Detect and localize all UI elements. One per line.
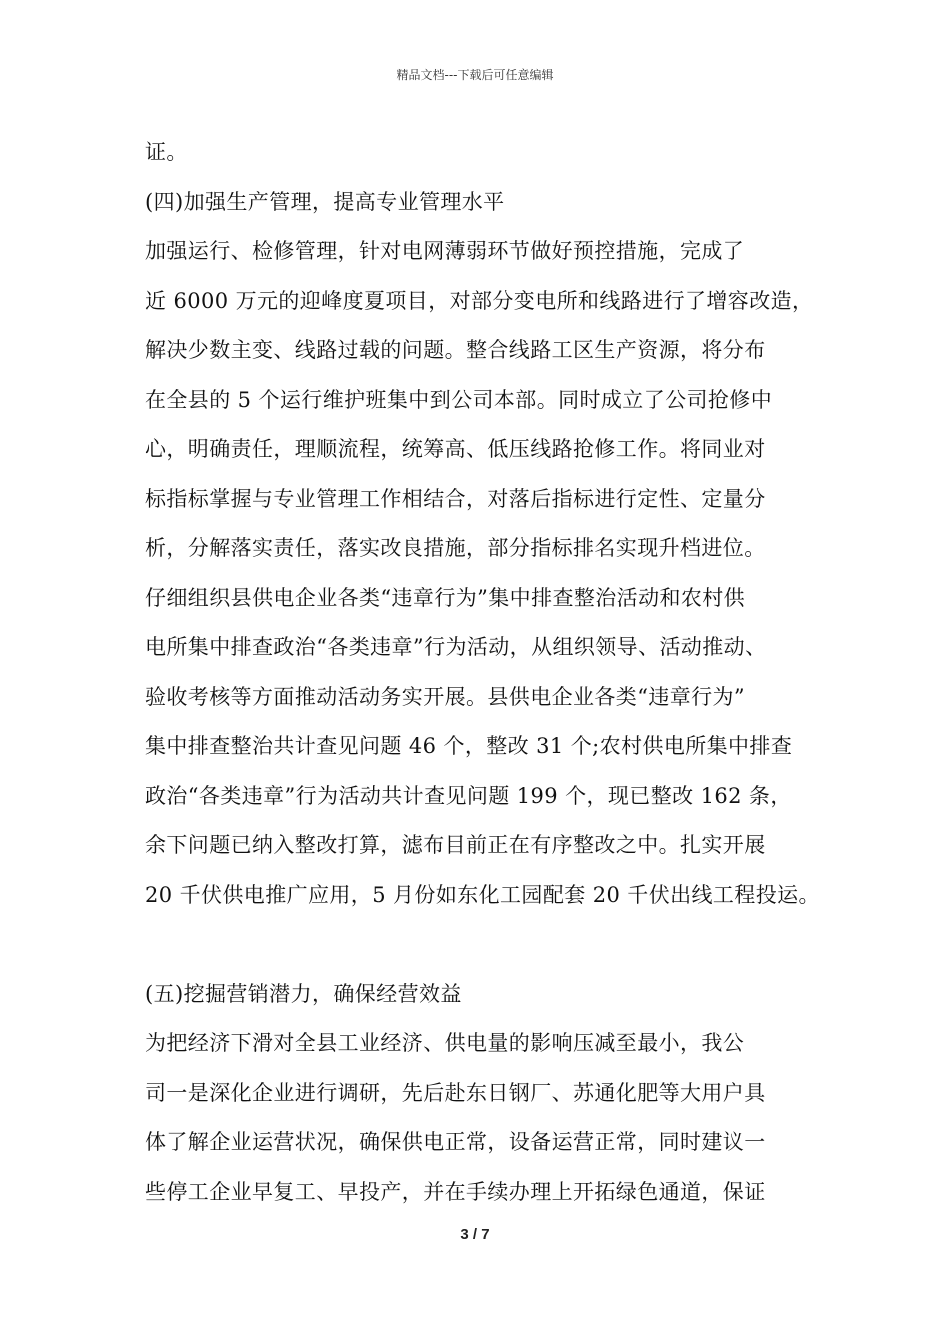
paragraph-line: 政治“各类违章”行为活动共计查见问题 199 个，现已整改 162 条， xyxy=(145,783,792,808)
paragraph-line: 析，分解落实责任，落实改良措施，部分指标排名实现升档进位。 xyxy=(145,536,766,560)
paragraph-line: 仔细组织县供电企业各类“违章行为”集中排查整治活动和农村供 xyxy=(145,585,746,610)
page-header: 精品文档---下载后可任意编辑 xyxy=(396,68,554,82)
paragraph-line: 证。 xyxy=(145,140,188,164)
paragraph-line: 验收考核等方面推动活动务实开展。县供电企业各类“违章行为” xyxy=(145,684,746,709)
paragraph-line: 体了解企业运营状况，确保供电正常，设备运营正常，同时建议一 xyxy=(145,1130,766,1154)
paragraph-line: 电所集中排查政治“各类违章”行为活动，从组织领导、活动推动、 xyxy=(145,635,767,659)
paragraph-line: 些停工企业早复工、早投产，并在手续办理上开拓绿色通道，保证 xyxy=(145,1179,766,1204)
paragraph-line: 标指标掌握与专业管理工作相结合，对落后指标进行定性、定量分 xyxy=(145,486,766,511)
paragraph-line: 20 千伏供电推广应用，5 月份如东化工园配套 20 千伏出线工程投运。 xyxy=(145,882,820,907)
paragraph-line: 为把经济下滑对全县工业经济、供电量的影响压减至最小，我公 xyxy=(145,1031,745,1055)
paragraph-line: 余下问题已纳入整改打算，滤布目前正在有序整改之中。扎实开展 xyxy=(145,833,766,857)
paragraph-line: 集中排查整治共计查见问题 46 个，整改 31 个;农村供电所集中排查 xyxy=(145,734,793,758)
paragraph-line: 心，明确责任，理顺流程，统筹高、低压线路抢修工作。将同业对 xyxy=(145,437,766,461)
section-heading: (四)加强生产管理，提高专业管理水平 xyxy=(145,189,505,214)
blank-line xyxy=(145,920,825,970)
section-heading: (五)挖掘营销潜力，确保经营效益 xyxy=(145,981,462,1006)
document-body xyxy=(145,128,825,1217)
paragraph-line: 在全县的 5 个运行维护班集中到公司本部。同时成立了公司抢修中 xyxy=(145,387,773,412)
paragraph-line: 近 6000 万元的迎峰度夏项目，对部分变电所和线路进行了增容改造， xyxy=(145,288,814,313)
paragraph-line: 加强运行、检修管理，针对电网薄弱环节做好预控措施，完成了 xyxy=(145,239,745,263)
paragraph-line: 司一是深化企业进行调研，先后赴东日钢厂、苏通化肥等大用户具 xyxy=(145,1080,766,1105)
paragraph-line: 解决少数主变、线路过载的问题。整合线路工区生产资源，将分布 xyxy=(145,338,766,362)
page-number: 3 / 7 xyxy=(460,1226,490,1243)
